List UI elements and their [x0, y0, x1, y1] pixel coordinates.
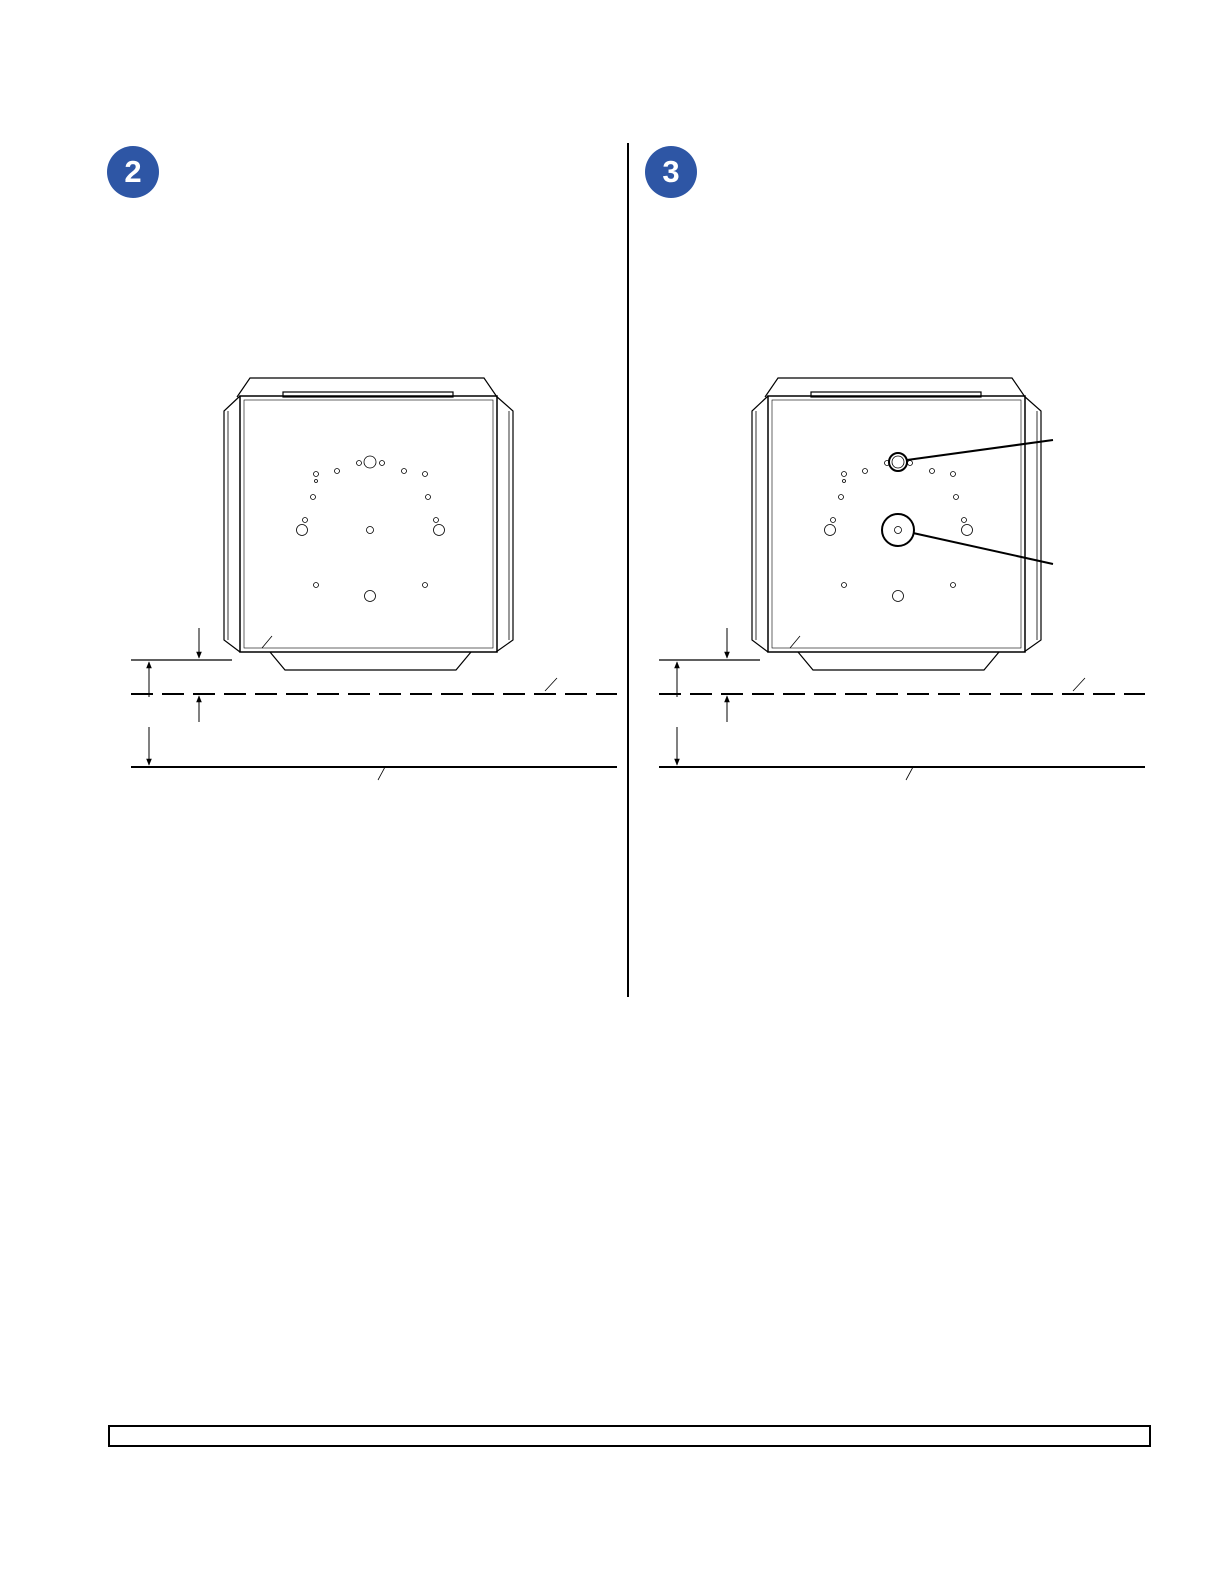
step-3-badge: 3 [645, 146, 697, 198]
step-2-badge: 2 [107, 146, 159, 198]
callout-leader-center [913, 533, 1053, 564]
step-3-bracket-drawing [659, 378, 1145, 780]
callout-leader-top [907, 440, 1053, 460]
highlighted-center-hole [882, 514, 914, 546]
footer-box [108, 1425, 1151, 1447]
step-2-bracket-drawing [131, 378, 617, 780]
